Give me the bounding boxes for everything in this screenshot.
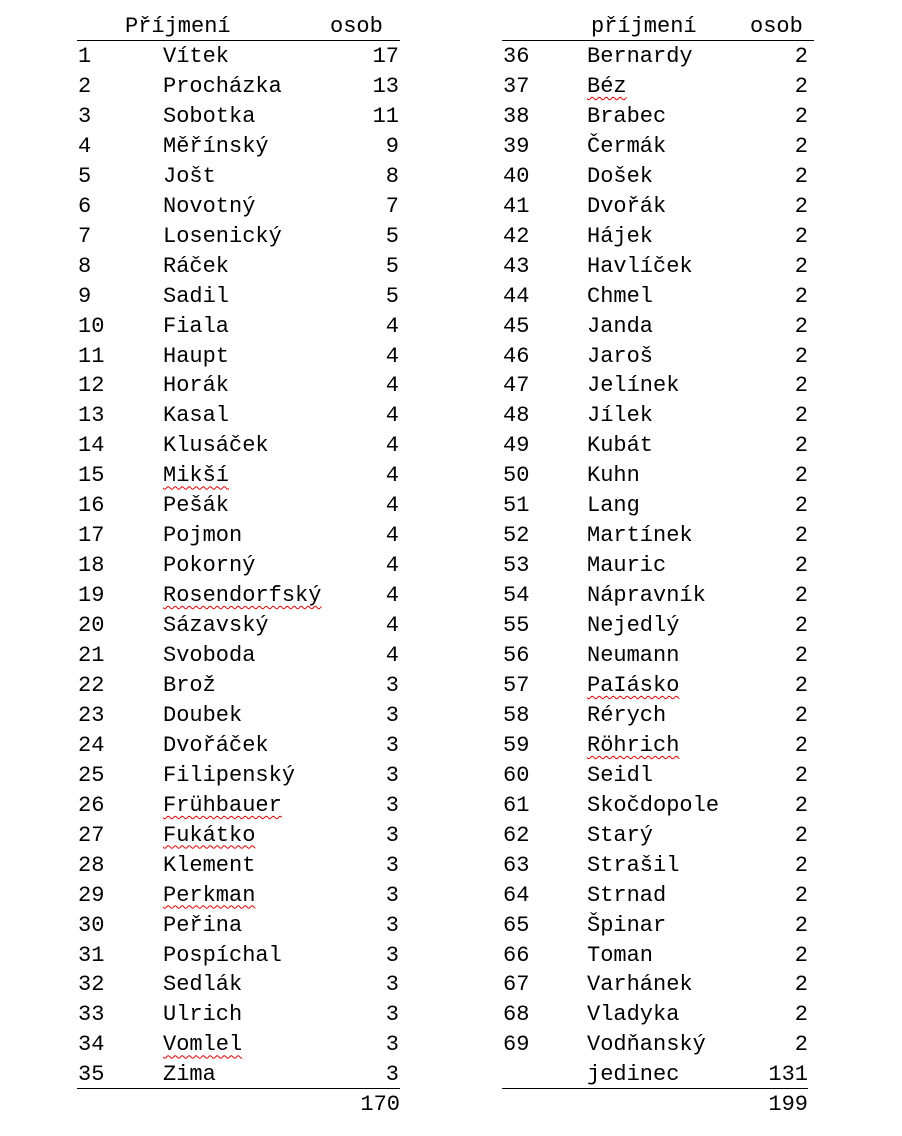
row-number: 7 <box>78 223 92 249</box>
surname: Mikší <box>163 463 230 489</box>
surname: Dvořáček <box>163 732 269 758</box>
table-row <box>0 701 902 731</box>
person-count: 3 <box>385 912 399 938</box>
person-count: 2 <box>794 193 808 219</box>
row-number: 12 <box>78 373 105 399</box>
person-count: 2 <box>794 44 808 69</box>
surname: Vladyka <box>587 1002 680 1028</box>
surname: Brož <box>163 672 216 698</box>
row-number: 42 <box>503 223 530 249</box>
table-row <box>0 851 902 881</box>
row-number: 55 <box>503 613 530 639</box>
person-count: 3 <box>385 792 399 818</box>
left-header-name: Příjmení <box>125 14 231 39</box>
person-count: 2 <box>794 972 808 998</box>
surname: Röhrich <box>587 732 680 758</box>
table-row <box>0 192 902 222</box>
row-number: 34 <box>78 1032 105 1058</box>
surname: Měřínský <box>163 133 269 159</box>
left-header-rule <box>77 40 400 41</box>
surname: Frühbauer <box>163 792 282 818</box>
row-number: 24 <box>78 732 105 758</box>
surname: Procházka <box>163 73 282 99</box>
table-row <box>0 761 902 791</box>
surname: Brabec <box>587 103 667 129</box>
surname: Kuhn <box>587 463 640 489</box>
surname: Špinar <box>587 912 667 938</box>
surname: Rosendorfský <box>163 583 322 609</box>
person-count: 2 <box>794 313 808 339</box>
surname: Nápravník <box>587 583 706 609</box>
table-row <box>0 401 902 431</box>
row-number: 67 <box>503 972 530 998</box>
person-count: 2 <box>794 403 808 429</box>
table-row <box>0 581 902 611</box>
surname: Losenický <box>163 223 282 249</box>
person-count: 3 <box>385 882 399 908</box>
person-count: 2 <box>794 583 808 609</box>
person-count: 3 <box>385 852 399 878</box>
row-number: 8 <box>78 253 92 279</box>
table-row <box>0 342 902 372</box>
person-count: 3 <box>385 1002 399 1028</box>
table-row <box>0 162 902 192</box>
surname: Pokorný <box>163 553 256 579</box>
row-number: 58 <box>503 702 530 728</box>
surname: Svoboda <box>163 643 256 668</box>
person-count: 3 <box>385 942 399 968</box>
surname: Neumann <box>587 643 680 668</box>
person-count: 2 <box>794 822 808 848</box>
surname: Vítek <box>163 44 230 69</box>
surname: Bernardy <box>587 44 693 69</box>
table-row <box>0 881 902 911</box>
person-count: 3 <box>385 702 399 728</box>
person-count: 2 <box>794 882 808 908</box>
surname: Strašil <box>587 852 680 878</box>
person-count: 4 <box>385 313 399 339</box>
row-number: 3 <box>78 103 92 129</box>
row-number: 60 <box>503 762 530 788</box>
person-count: 5 <box>385 283 399 309</box>
table-row <box>0 821 902 851</box>
row-number: 64 <box>503 882 530 908</box>
person-count: 4 <box>385 403 399 429</box>
person-count: 3 <box>385 1032 399 1058</box>
table-row <box>0 72 902 102</box>
row-number: 28 <box>78 852 105 878</box>
row-number: 43 <box>503 253 530 279</box>
person-count: 2 <box>794 343 808 369</box>
person-count: 3 <box>385 672 399 698</box>
person-count: 17 <box>372 44 399 69</box>
row-number: 57 <box>503 672 530 698</box>
person-count: 5 <box>385 223 399 249</box>
person-count: 5 <box>385 253 399 279</box>
person-count: 9 <box>385 133 399 159</box>
surname: PaIásko <box>587 672 680 698</box>
row-number: 62 <box>503 822 530 848</box>
person-count: 2 <box>794 463 808 489</box>
surname: Ulrich <box>163 1002 243 1028</box>
surname: Haupt <box>163 343 230 369</box>
row-number: 54 <box>503 583 530 609</box>
person-count: 2 <box>794 912 808 938</box>
surname: Havlíček <box>587 253 693 279</box>
person-count: 2 <box>794 103 808 129</box>
right-header-count: osob <box>750 14 803 39</box>
surname: Čermák <box>587 133 667 159</box>
person-count: 2 <box>794 643 808 668</box>
right-total-rule <box>502 1088 808 1089</box>
table-row <box>0 521 902 551</box>
row-number: 27 <box>78 822 105 848</box>
person-count: 2 <box>794 553 808 579</box>
surname: Klusáček <box>163 433 269 459</box>
row-number: 4 <box>78 133 92 159</box>
surname: Seidl <box>587 762 654 788</box>
table-row <box>0 222 902 252</box>
person-count: 13 <box>372 73 399 99</box>
person-count: 4 <box>385 613 399 639</box>
person-count: 2 <box>794 493 808 519</box>
row-number: 41 <box>503 193 530 219</box>
left-total-rule <box>77 1088 400 1089</box>
row-number: 9 <box>78 283 92 309</box>
surname: Peřina <box>163 912 243 938</box>
person-count: 2 <box>794 73 808 99</box>
row-number: 20 <box>78 613 105 639</box>
person-count: 2 <box>794 253 808 279</box>
surname: Zima <box>163 1062 216 1088</box>
surname: Pospíchal <box>163 942 282 968</box>
person-count: 4 <box>385 343 399 369</box>
surname: Skočdopole <box>587 792 720 818</box>
row-number: 31 <box>78 942 105 968</box>
surname: Ráček <box>163 253 230 279</box>
right-header-name: příjmení <box>591 14 697 39</box>
row-number: 36 <box>503 44 530 69</box>
table-row <box>0 282 902 312</box>
row-number: 10 <box>78 313 105 339</box>
person-count: 8 <box>385 163 399 189</box>
person-count: 3 <box>385 732 399 758</box>
row-number: 23 <box>78 702 105 728</box>
surname: Jošt <box>163 163 216 189</box>
person-count: 4 <box>385 643 399 668</box>
row-number: 59 <box>503 732 530 758</box>
surname: Došek <box>587 163 654 189</box>
row-number: 22 <box>78 672 105 698</box>
person-count: 3 <box>385 762 399 788</box>
person-count: 4 <box>385 493 399 519</box>
person-count: 2 <box>794 1032 808 1058</box>
row-number: 46 <box>503 343 530 369</box>
person-count: 11 <box>372 103 399 129</box>
surname: Perkman <box>163 882 256 908</box>
table-row <box>0 371 902 401</box>
person-count: 4 <box>385 523 399 549</box>
person-count: 4 <box>385 553 399 579</box>
surname: Starý <box>587 822 654 848</box>
surname: Sedlák <box>163 972 243 998</box>
row-number: 2 <box>78 73 92 99</box>
person-count: 2 <box>794 852 808 878</box>
table-row <box>0 791 902 821</box>
table-row <box>0 102 902 132</box>
surname: Fukátko <box>163 822 256 848</box>
row-number: 1 <box>78 44 92 69</box>
table-row <box>0 551 902 581</box>
surname: Mauric <box>587 553 667 579</box>
row-number: 47 <box>503 373 530 399</box>
person-count: 2 <box>794 672 808 698</box>
table-row <box>0 911 902 941</box>
person-count: 2 <box>794 942 808 968</box>
person-count: 2 <box>794 133 808 159</box>
surname: Doubek <box>163 702 243 728</box>
surname: Toman <box>587 942 654 968</box>
table-row <box>0 431 902 461</box>
row-number: 50 <box>503 463 530 489</box>
surname: Janda <box>587 313 654 339</box>
table-row <box>0 491 902 521</box>
surname: Hájek <box>587 223 654 249</box>
row-number: 18 <box>78 553 105 579</box>
row-number: 51 <box>503 493 530 519</box>
row-number: 66 <box>503 942 530 968</box>
surname: Sázavský <box>163 613 269 639</box>
surname: Jelínek <box>587 373 680 399</box>
right-header-rule <box>502 40 814 41</box>
table-row <box>0 252 902 282</box>
surname: Horák <box>163 373 230 399</box>
surname: Novotný <box>163 193 256 219</box>
surname: Vomlel <box>163 1032 243 1058</box>
person-count: 2 <box>794 373 808 399</box>
table-row <box>0 671 902 701</box>
table-row <box>0 611 902 641</box>
surname: Nejedlý <box>587 613 680 639</box>
surname: Lang <box>587 493 640 519</box>
row-number: 69 <box>503 1032 530 1058</box>
row-number: 26 <box>78 792 105 818</box>
surname: Fiala <box>163 313 230 339</box>
surname: Varhánek <box>587 972 693 998</box>
person-count: 3 <box>385 972 399 998</box>
row-number: 29 <box>78 882 105 908</box>
person-count: 2 <box>794 613 808 639</box>
table-row <box>0 731 902 761</box>
row-number: 53 <box>503 553 530 579</box>
surname: Strnad <box>587 882 667 908</box>
row-number: 16 <box>78 493 105 519</box>
person-count: 4 <box>385 463 399 489</box>
surname: Martínek <box>587 523 693 549</box>
row-number: 48 <box>503 403 530 429</box>
surname: Sobotka <box>163 103 256 129</box>
row-number: 17 <box>78 523 105 549</box>
surname: Vodňanský <box>587 1032 706 1058</box>
table-row <box>0 1000 902 1030</box>
person-count: 3 <box>385 1062 399 1088</box>
row-number: 25 <box>78 762 105 788</box>
person-count: 2 <box>794 283 808 309</box>
person-count: 4 <box>385 433 399 459</box>
row-number: 52 <box>503 523 530 549</box>
person-count: 2 <box>794 1002 808 1028</box>
table-row <box>0 1060 902 1090</box>
row-number: 30 <box>78 912 105 938</box>
table-row <box>0 970 902 1000</box>
person-count: 3 <box>385 822 399 848</box>
row-number: 68 <box>503 1002 530 1028</box>
table-row <box>0 1030 902 1060</box>
row-number: 61 <box>503 792 530 818</box>
surname: Jaroš <box>587 343 654 369</box>
row-number: 5 <box>78 163 92 189</box>
left-header-count: osob <box>330 14 383 39</box>
surname: Kubát <box>587 433 654 459</box>
row-number: 6 <box>78 193 92 219</box>
table-row <box>0 132 902 162</box>
person-count: 2 <box>794 223 808 249</box>
row-number: 33 <box>78 1002 105 1028</box>
surname: Filipenský <box>163 762 296 788</box>
row-number: 19 <box>78 583 105 609</box>
row-number: 65 <box>503 912 530 938</box>
right-total: 199 <box>768 1092 808 1117</box>
surname: Pojmon <box>163 523 243 549</box>
row-number: 49 <box>503 433 530 459</box>
row-number: 39 <box>503 133 530 159</box>
surname: Jílek <box>587 403 654 429</box>
surname: Kasal <box>163 403 230 429</box>
row-number: 38 <box>503 103 530 129</box>
table-row <box>0 461 902 491</box>
person-count: 2 <box>794 163 808 189</box>
left-total: 170 <box>360 1092 400 1117</box>
row-number: 21 <box>78 643 105 668</box>
row-number: 63 <box>503 852 530 878</box>
row-number: 56 <box>503 643 530 668</box>
person-count: 2 <box>794 523 808 549</box>
row-number: 13 <box>78 403 105 429</box>
table-row <box>0 941 902 971</box>
person-count: 131 <box>768 1062 808 1088</box>
row-number: 44 <box>503 283 530 309</box>
row-number: 11 <box>78 343 105 369</box>
surname: jedinec <box>587 1062 680 1088</box>
surname: Klement <box>163 852 256 878</box>
row-number: 37 <box>503 73 530 99</box>
person-count: 2 <box>794 732 808 758</box>
person-count: 2 <box>794 702 808 728</box>
row-number: 35 <box>78 1062 105 1088</box>
surname: Rérych <box>587 702 667 728</box>
row-number: 14 <box>78 433 105 459</box>
row-number: 32 <box>78 972 105 998</box>
table-row <box>0 42 902 72</box>
surname: Dvořák <box>587 193 667 219</box>
table-row <box>0 641 902 671</box>
row-number: 45 <box>503 313 530 339</box>
person-count: 2 <box>794 762 808 788</box>
row-number: 15 <box>78 463 105 489</box>
table-row <box>0 312 902 342</box>
surname: Chmel <box>587 283 654 309</box>
person-count: 2 <box>794 792 808 818</box>
surname: Pešák <box>163 493 230 519</box>
person-count: 7 <box>385 193 399 219</box>
row-number: 40 <box>503 163 530 189</box>
person-count: 4 <box>385 583 399 609</box>
surname: Béz <box>587 73 627 99</box>
person-count: 4 <box>385 373 399 399</box>
surname: Sadil <box>163 283 230 309</box>
person-count: 2 <box>794 433 808 459</box>
